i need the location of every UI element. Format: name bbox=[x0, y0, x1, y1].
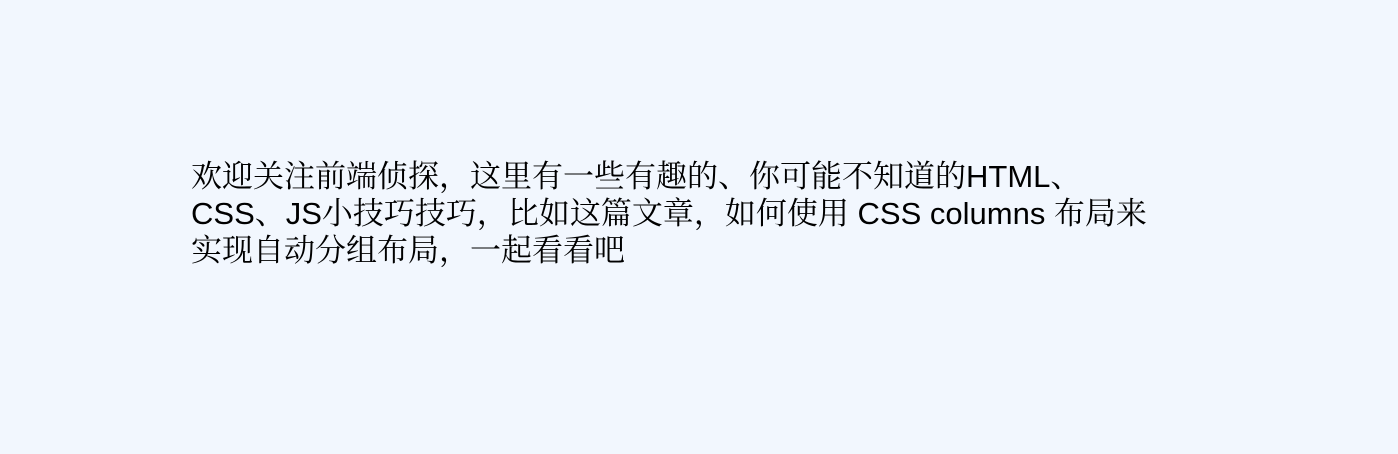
intro-line-2: CSS、JS小技巧技巧，比如这篇文章，如何使用 CSS columns 布局来 bbox=[191, 196, 1147, 231]
intro-line-1: 欢迎关注前端侦探，这里有一些有趣的、你可能不知道的HTML、 bbox=[191, 159, 1082, 194]
intro-line-3: 实现自动分组布局，一起看看吧 bbox=[191, 233, 625, 268]
article-intro bbox=[191, 158, 1201, 269]
